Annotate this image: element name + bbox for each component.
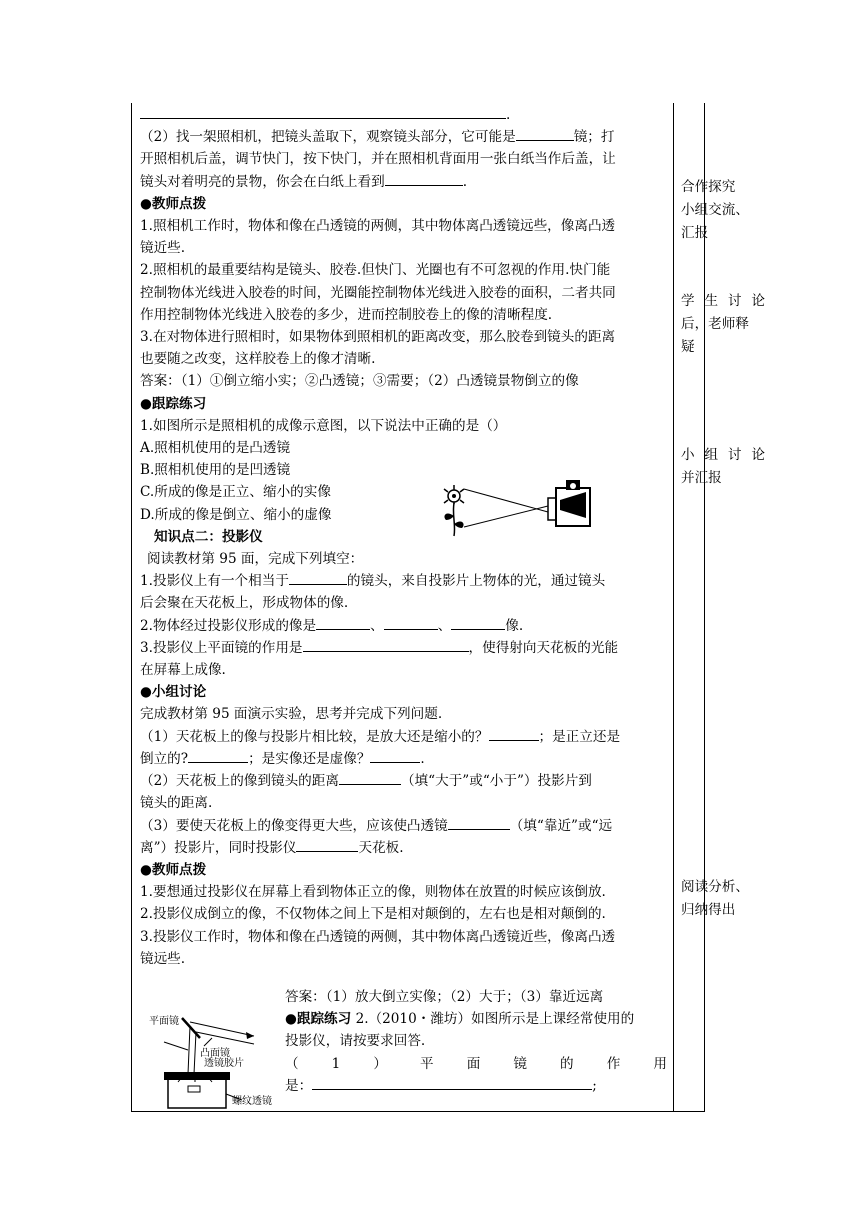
group-q1c: 倒立的? ；是实像还是虚像？ . (140, 748, 667, 770)
teacher-tip-title-2: ●教师点拨 (140, 861, 207, 878)
top-blank-line: . (140, 104, 667, 126)
group-q3c: 离”）投影片，同时投影仪 天花板. (140, 837, 667, 859)
answer-and-practice-block (285, 986, 667, 1097)
teacher-tip-title-1: ●教师点拨 (140, 195, 207, 212)
track-practice-2b: 投影仪，请按要求回答. (285, 1033, 426, 1050)
teacher-tip-1-1b: 镜近些. (140, 240, 186, 257)
side-note-4: 阅读分析、 归纳得出 (681, 879, 749, 918)
camera-diagram (436, 470, 596, 542)
fill-3c: 在屏幕上成像. (140, 662, 226, 679)
track-q1: （1）平面镜的作用 (285, 1055, 667, 1072)
side-note-3: 小组讨论 并汇报 (681, 447, 765, 486)
answer-1: 答案：（1）①倒立缩小实；②凸透镜；③需要；（2）凸透镜景物倒立的像 (140, 373, 579, 390)
teacher-tip-1-1: 1.照相机工作时，物体和像在凸透镜的两侧，其中物体离凸透镜远些，像离凸透 (140, 218, 616, 235)
group-q1: （1）天花板上的像与投影片相比较，是放大还是缩小的？ ；是正立还是 (140, 726, 667, 748)
para-camera-3: 镜头对着明亮的景物，你会在白纸上看到 . (140, 171, 667, 193)
teacher-tip-2-2: 2.投影仪成倒立的像，不仅物体之间上下是相对颠倒的，左右也是相对颠倒的. (140, 906, 606, 923)
label-fresnel-lens: 螺纹透镜 (232, 1096, 272, 1107)
track-q1b: 是： ; (285, 1075, 667, 1097)
teacher-tip-1-2: 2.照相机的最重要结构是镜头、胶卷.但快门、光圈也有不可忽视的作用.快门能 (140, 262, 611, 279)
track-practice-2: ●跟踪练习 2.（2010・潍坊）如图所示是上课经常使用的 (285, 1011, 635, 1028)
group-q3: （3）要使天花板上的像变得更大些，应该使凸透镜 （填“靠近”或“远 (140, 815, 667, 837)
fill-1: 1.投影仪上有一个相当于 的镜头，来自投影片上物体的光，通过镜头 (140, 570, 667, 592)
group-intro: 完成教材第 95 面演示实验，思考并完成下列问题. (140, 706, 443, 723)
option-c: C.所成的像是正立、缩小的实像 (140, 484, 331, 501)
teacher-tip-1-2c: 作用控制物体光线进入胶卷的多少，进而控制胶卷上的像的清晰程度. (140, 306, 553, 323)
column-divider (673, 103, 674, 1111)
teacher-tip-1-3b: 也要随之改变，这样胶卷上的像才清晰. (140, 351, 376, 368)
side-note-2: 学生讨论 后，老师释 疑 (681, 293, 765, 355)
track-practice-title-1: ●跟踪练习 (140, 395, 207, 412)
question-1: 1.如图所示是照相机的成像示意图，以下说法中正确的是（） (140, 417, 507, 434)
label-convex-lens: 凸面镜 (200, 1048, 230, 1059)
option-a: A.照相机使用的是凸透镜 (140, 440, 291, 457)
option-b: B.照相机使用的是凹透镜 (140, 462, 291, 479)
label-slide: 透镜胶片 (204, 1058, 244, 1069)
teacher-tip-2-3b: 镜远些. (140, 950, 186, 967)
answer-2: 答案：（1）放大倒立实像；（2）大于；（3）靠近远离 (285, 989, 604, 1005)
teacher-tip-2-3: 3.投影仪工作时，物体和像在凸透镜的两侧，其中物体离凸透镜近些，像离凸透 (140, 928, 616, 945)
side-note-1: 合作探究 小组交流、 汇报 (681, 179, 749, 241)
fill-1c: 后会聚在天花板上，形成物体的像. (140, 595, 349, 612)
label-plane-mirror: 平面镜 (149, 1016, 179, 1027)
option-d: D.所成的像是倒立、缩小的虚像 (140, 506, 332, 523)
knowledge-point-2: 知识点二：投影仪 (154, 528, 263, 545)
fill-3: 3.投影仪上平面镜的作用是 ，使得射向天花板的光能 (140, 637, 667, 659)
group-q2c: 镜头的距离. (140, 795, 213, 812)
projector-diagram (142, 1010, 282, 1110)
para-camera-1: （2）找一架照相机，把镜头盖取下，观察镜头部分，它可能是 镜；打 (140, 126, 667, 148)
teacher-tip-2-1: 1.要想通过投影仪在屏幕上看到物体正立的像，则物体在放置的时候应该倒放. (140, 884, 606, 901)
para-camera-2: 开照相机后盖，调节快门，按下快门，并在照相机背面用一张白纸当作后盖，让 (140, 151, 616, 168)
fill-2: 2.物体经过投影仪形成的像是 、 、 像. (140, 615, 667, 637)
group-discussion-title: ●小组讨论 (140, 684, 207, 701)
group-q2: （2）天花板上的像到镜头的距离 （填“大于”或“小于”）投影片到 (140, 770, 667, 792)
teacher-tip-1-2b: 控制物体光线进入胶卷的时间，光圈能控制物体光线进入胶卷的面积，二者共同 (140, 284, 616, 301)
read-instruction: 阅读教材第 95 面，完成下列填空： (147, 551, 364, 568)
teacher-tip-1-3: 3.在对物体进行照相时，如果物体到照相机的距离改变，那么胶卷到镜头的距离 (140, 329, 616, 346)
